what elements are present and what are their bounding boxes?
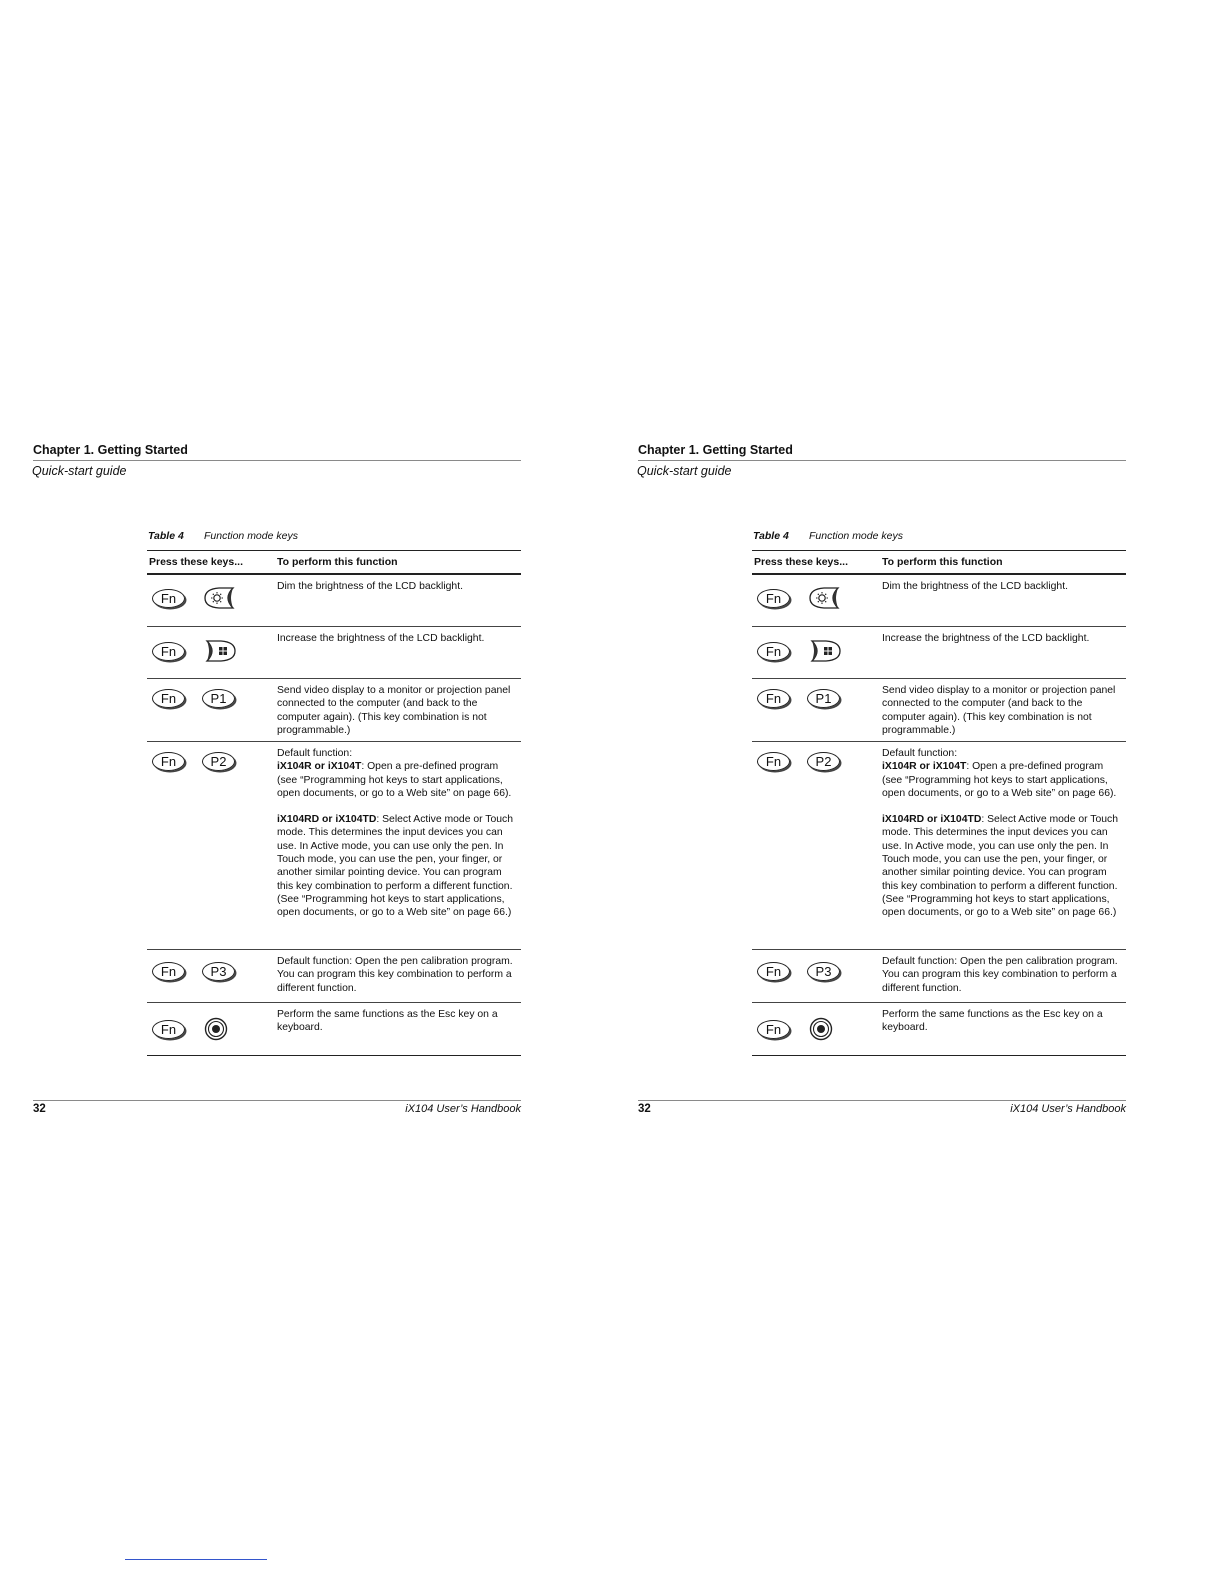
p2-key-icon: P2 [807,752,840,771]
function-paragraph-1: iX104R or iX104T: Open a pre-defined program (see “Programming hot keys to start applications, open documents, or go to a Web site” on page 66). [882,761,1117,799]
key-combination [152,962,235,981]
function-description: Perform the same functions as the Esc key on a keyboard. [277,1009,498,1034]
function-description: Default function: Open the pen calibration program. You can program this key combination to perform a different function. [277,956,513,994]
document-page-right [605,0,1217,1584]
p1-key-icon: P1 [807,689,840,708]
chapter-title: Chapter 1. Getting Started [638,443,793,457]
footnote-rule [125,1559,267,1560]
key-combination [152,1016,238,1042]
page-number: 32 [638,1103,651,1115]
function-description: Dim the brightness of the LCD backlight. [277,581,463,592]
book-title: iX104 User’s Handbook [405,1103,521,1115]
section-title: Quick-start guide [32,464,127,478]
table-row [147,679,521,742]
chapter-title: Chapter 1. Getting Started [33,443,188,457]
p3-key-icon: P3 [202,962,235,981]
fn-key-icon: Fn [757,642,790,661]
section-title: Quick-start guide [637,464,732,478]
key-combination [757,689,840,708]
table-caption [148,530,298,542]
table-row [752,742,1126,950]
key-combination [757,752,840,771]
column-header-keys: Press these keys... [754,556,848,568]
function-intro: Default function: [882,748,958,759]
header-rule [33,460,521,461]
table-caption-number: Table 4 [753,530,789,542]
table-header-row [147,551,521,575]
table-caption-title: Function mode keys [204,530,298,542]
function-description: Increase the brightness of the LCD backlight. [277,633,485,644]
model-name: iX104R or iX104T [277,761,362,773]
function-keys-table [752,550,1126,1056]
key-combination [757,1016,843,1042]
key-combination [152,752,235,771]
table-caption [753,530,903,542]
table-row [752,950,1126,1003]
function-keys-table [147,550,521,1056]
footer-rule [33,1100,521,1101]
function-description [277,742,521,949]
function-paragraph-2: iX104RD or iX104TD: Select Active mode or Touch mode. This determines the input devices you can use. In Active mode, you can use only the pen. In Touch mode, you can use the pen, your finger, or another similar pointing device. You can program this key combination to perform a different function. (See “Programming hot keys to start applications, open documents, or go to a Web site” on page 66.) [882,814,1119,919]
fn-key-icon: Fn [757,589,790,608]
brightness-down-key-icon [202,585,238,611]
key-combination [152,638,238,664]
table-caption-number: Table 4 [148,530,184,542]
fn-key-icon: Fn [152,642,185,661]
p1-key-icon: P1 [202,689,235,708]
model-name: iX104R or iX104T [882,761,967,773]
p2-key-icon: P2 [202,752,235,771]
fn-key-icon: Fn [152,752,185,771]
brightness-down-key-icon [807,585,843,611]
function-description: Send video display to a monitor or projection panel connected to the computer (and back to the computer again). (This key combination is not programmable.) [277,685,511,736]
fn-key-icon: Fn [152,589,185,608]
table-row [147,1003,521,1055]
table-row [147,627,521,679]
function-paragraph-1: iX104R or iX104T: Open a pre-defined program (see “Programming hot keys to start applications, open documents, or go to a Web site” on page 66). [277,761,512,799]
book-title: iX104 User’s Handbook [1010,1103,1126,1115]
fn-key-icon: Fn [757,752,790,771]
fn-key-icon: Fn [757,1020,790,1039]
key-combination [757,638,843,664]
fn-key-icon: Fn [152,1020,185,1039]
function-description: Perform the same functions as the Esc key on a keyboard. [882,1009,1103,1034]
esc-center-button-icon [807,1016,843,1042]
function-intro: Default function: [277,748,353,759]
table-row [752,575,1126,627]
table-row [147,950,521,1003]
table-header-row [752,551,1126,575]
brightness-up-key-icon [807,638,843,664]
page-number: 32 [33,1103,46,1115]
function-description: Dim the brightness of the LCD backlight. [882,581,1068,592]
table-caption-title: Function mode keys [809,530,903,542]
fn-key-icon: Fn [757,962,790,981]
model-name: iX104RD or iX104TD [277,814,377,826]
key-combination [152,689,235,708]
table-row [752,679,1126,742]
fn-key-icon: Fn [757,689,790,708]
function-description: Default function: Open the pen calibration program. You can program this key combination to perform a different function. [882,956,1118,994]
function-description: Send video display to a monitor or projection panel connected to the computer (and back to the computer again). (This key combination is not programmable.) [882,685,1116,736]
function-description [882,742,1126,949]
brightness-up-key-icon [202,638,238,664]
p3-key-icon: P3 [807,962,840,981]
column-header-function: To perform this function [882,556,1003,568]
key-combination [757,962,840,981]
table-row [752,1003,1126,1055]
table-row [147,575,521,627]
table-row [147,742,521,950]
table-row [752,627,1126,679]
column-header-keys: Press these keys... [149,556,243,568]
footer-rule [638,1100,1126,1101]
function-description: Increase the brightness of the LCD backlight. [882,633,1090,644]
function-paragraph-2: iX104RD or iX104TD: Select Active mode or Touch mode. This determines the input devices you can use. In Active mode, you can use only the pen. In Touch mode, you can use the pen, your finger, or another similar pointing device. You can program this key combination to perform a different function. (See “Programming hot keys to start applications, open documents, or go to a Web site” on page 66.) [277,814,514,919]
fn-key-icon: Fn [152,962,185,981]
column-header-function: To perform this function [277,556,398,568]
fn-key-icon: Fn [152,689,185,708]
esc-center-button-icon [202,1016,238,1042]
key-combination [152,585,238,611]
header-rule [638,460,1126,461]
key-combination [757,585,843,611]
model-name: iX104RD or iX104TD [882,814,982,826]
